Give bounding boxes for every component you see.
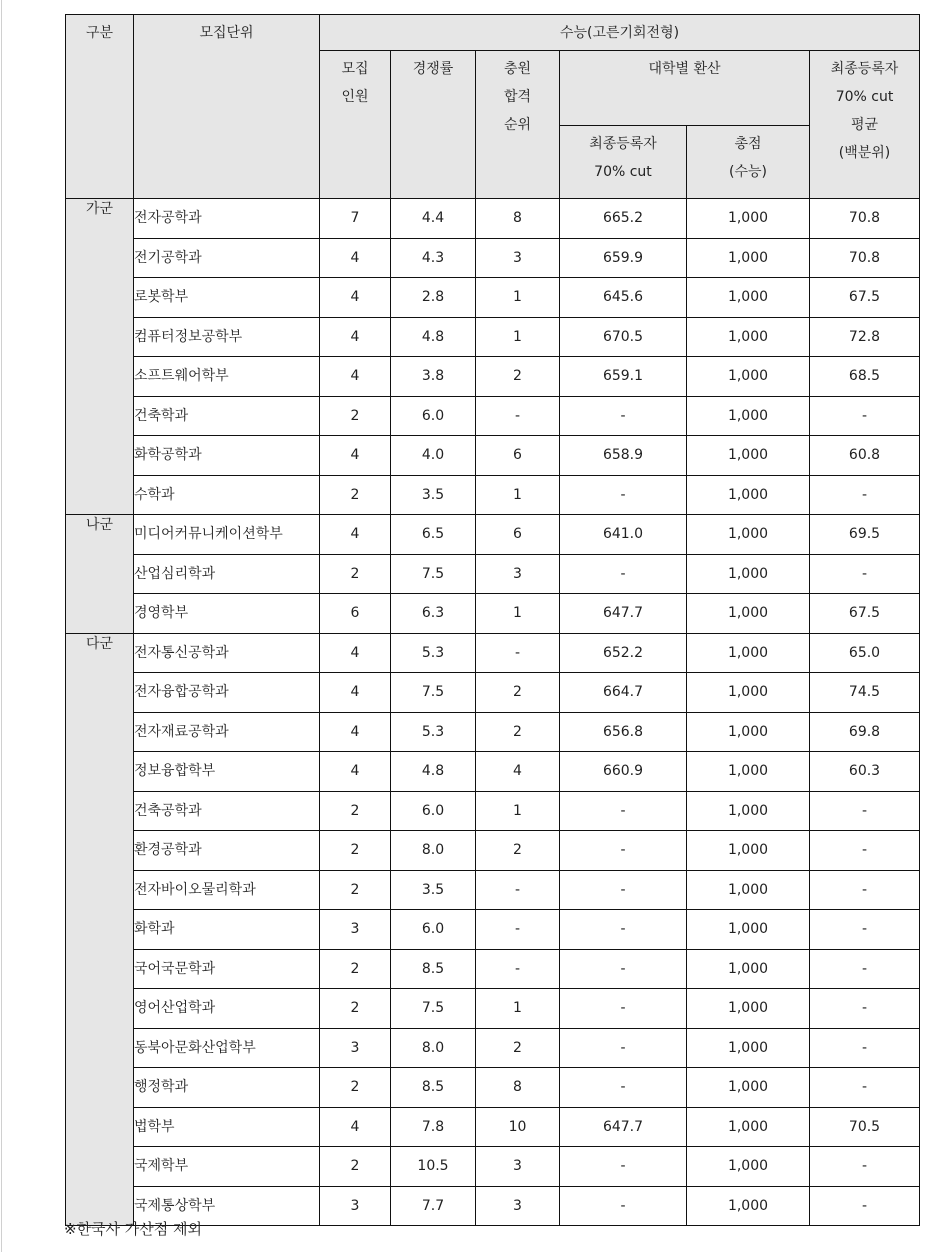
cut70-cell: -: [560, 791, 687, 831]
quota-cell: 2: [320, 949, 391, 989]
rank-cell: 1: [476, 594, 560, 634]
competition-cell: 6.0: [391, 791, 476, 831]
unit-name-cell: 화학과: [134, 910, 320, 950]
total-cell: 1,000: [687, 1186, 810, 1226]
competition-cell: 4.3: [391, 238, 476, 278]
total-cell: 1,000: [687, 712, 810, 752]
cut70-cell: -: [560, 949, 687, 989]
cut70-cell: -: [560, 554, 687, 594]
percentile-cell: 60.3: [810, 752, 920, 792]
table-row: [66, 199, 920, 239]
header-final-70cut: 최종등록자 70% cut: [560, 126, 687, 199]
unit-name-cell: 산업심리학과: [134, 554, 320, 594]
rank-cell: 1: [476, 475, 560, 515]
competition-cell: 8.5: [391, 1068, 476, 1108]
table-body: [66, 199, 920, 1226]
quota-cell: 2: [320, 870, 391, 910]
percentile-cell: 67.5: [810, 278, 920, 318]
percentile-cell: -: [810, 1028, 920, 1068]
total-cell: 1,000: [687, 910, 810, 950]
unit-name-cell: 화학공학과: [134, 436, 320, 476]
competition-cell: 4.8: [391, 317, 476, 357]
cut70-cell: -: [560, 1147, 687, 1187]
percentile-cell: -: [810, 1068, 920, 1108]
rank-cell: 3: [476, 1147, 560, 1187]
total-cell: 1,000: [687, 752, 810, 792]
rank-cell: 1: [476, 791, 560, 831]
table-row: [66, 752, 920, 792]
table-row: [66, 949, 920, 989]
quota-cell: 7: [320, 199, 391, 239]
header-total-score: 총점 (수능): [687, 126, 810, 199]
competition-cell: 8.0: [391, 831, 476, 871]
total-cell: 1,000: [687, 673, 810, 713]
rank-cell: 2: [476, 673, 560, 713]
table-row: [66, 515, 920, 555]
percentile-cell: 65.0: [810, 633, 920, 673]
table-row: [66, 475, 920, 515]
cut70-cell: -: [560, 1028, 687, 1068]
rank-cell: 2: [476, 357, 560, 397]
group-label: 다군: [66, 633, 134, 1226]
quota-cell: 2: [320, 831, 391, 871]
rank-cell: -: [476, 396, 560, 436]
quota-cell: 4: [320, 712, 391, 752]
table-row: [66, 396, 920, 436]
rank-cell: 4: [476, 752, 560, 792]
header-division: 구분: [66, 15, 134, 199]
table-row: [66, 554, 920, 594]
quota-cell: 3: [320, 1028, 391, 1068]
percentile-cell: 67.5: [810, 594, 920, 634]
competition-cell: 7.7: [391, 1186, 476, 1226]
competition-cell: 6.0: [391, 396, 476, 436]
total-cell: 1,000: [687, 238, 810, 278]
table-row: [66, 594, 920, 634]
quota-cell: 4: [320, 1107, 391, 1147]
unit-name-cell: 환경공학과: [134, 831, 320, 871]
unit-name-cell: 로봇학부: [134, 278, 320, 318]
competition-cell: 5.3: [391, 712, 476, 752]
rank-cell: 3: [476, 1186, 560, 1226]
unit-name-cell: 행정학과: [134, 1068, 320, 1108]
percentile-cell: -: [810, 831, 920, 871]
rank-cell: 1: [476, 989, 560, 1029]
cut70-cell: -: [560, 989, 687, 1029]
quota-cell: 4: [320, 278, 391, 318]
quota-cell: 6: [320, 594, 391, 634]
unit-name-cell: 전자재료공학과: [134, 712, 320, 752]
quota-cell: 4: [320, 633, 391, 673]
table-row: [66, 278, 920, 318]
unit-name-cell: 법학부: [134, 1107, 320, 1147]
percentile-cell: -: [810, 791, 920, 831]
unit-name-cell: 건축공학과: [134, 791, 320, 831]
cut70-cell: -: [560, 396, 687, 436]
rank-cell: -: [476, 910, 560, 950]
quota-cell: 2: [320, 554, 391, 594]
competition-cell: 2.8: [391, 278, 476, 318]
total-cell: 1,000: [687, 1107, 810, 1147]
percentile-cell: 72.8: [810, 317, 920, 357]
competition-cell: 6.3: [391, 594, 476, 634]
cut70-cell: -: [560, 1068, 687, 1108]
cut70-cell: -: [560, 1186, 687, 1226]
cut70-cell: 645.6: [560, 278, 687, 318]
cut70-cell: 641.0: [560, 515, 687, 555]
competition-cell: 7.5: [391, 673, 476, 713]
cut70-cell: 647.7: [560, 1107, 687, 1147]
quota-cell: 4: [320, 752, 391, 792]
table-header: [66, 15, 920, 199]
total-cell: 1,000: [687, 870, 810, 910]
total-cell: 1,000: [687, 317, 810, 357]
unit-name-cell: 동북아문화산업학부: [134, 1028, 320, 1068]
quota-cell: 3: [320, 1186, 391, 1226]
cut70-cell: 659.9: [560, 238, 687, 278]
competition-cell: 7.8: [391, 1107, 476, 1147]
competition-cell: 4.4: [391, 199, 476, 239]
quota-cell: 2: [320, 989, 391, 1029]
rank-cell: -: [476, 949, 560, 989]
total-cell: 1,000: [687, 594, 810, 634]
competition-cell: 3.5: [391, 475, 476, 515]
cut70-cell: -: [560, 870, 687, 910]
table-row: [66, 1028, 920, 1068]
rank-cell: 8: [476, 1068, 560, 1108]
unit-name-cell: 국어국문학과: [134, 949, 320, 989]
percentile-cell: 69.8: [810, 712, 920, 752]
competition-cell: 10.5: [391, 1147, 476, 1187]
table-row: [66, 910, 920, 950]
table-row: [66, 357, 920, 397]
rank-cell: 2: [476, 712, 560, 752]
percentile-cell: -: [810, 475, 920, 515]
competition-cell: 3.5: [391, 870, 476, 910]
percentile-cell: 60.8: [810, 436, 920, 476]
rank-cell: 8: [476, 199, 560, 239]
unit-name-cell: 소프트웨어학부: [134, 357, 320, 397]
quota-cell: 2: [320, 1147, 391, 1187]
cut70-cell: 664.7: [560, 673, 687, 713]
cut70-cell: 647.7: [560, 594, 687, 634]
table-row: [66, 238, 920, 278]
competition-cell: 4.0: [391, 436, 476, 476]
rank-cell: 10: [476, 1107, 560, 1147]
quota-cell: 4: [320, 317, 391, 357]
rank-cell: 1: [476, 278, 560, 318]
percentile-cell: -: [810, 910, 920, 950]
unit-name-cell: 수학과: [134, 475, 320, 515]
cut70-cell: -: [560, 910, 687, 950]
total-cell: 1,000: [687, 831, 810, 871]
total-cell: 1,000: [687, 475, 810, 515]
percentile-cell: -: [810, 949, 920, 989]
table-row: [66, 712, 920, 752]
group-label: 가군: [66, 199, 134, 515]
table-row: [66, 831, 920, 871]
rank-cell: 1: [476, 317, 560, 357]
total-cell: 1,000: [687, 989, 810, 1029]
cut70-cell: 660.9: [560, 752, 687, 792]
total-cell: 1,000: [687, 515, 810, 555]
header-unit: 모집단위: [134, 15, 320, 199]
total-cell: 1,000: [687, 278, 810, 318]
unit-name-cell: 전자융합공학과: [134, 673, 320, 713]
table-row: [66, 673, 920, 713]
unit-name-cell: 전자바이오물리학과: [134, 870, 320, 910]
total-cell: 1,000: [687, 633, 810, 673]
cut70-cell: -: [560, 475, 687, 515]
cut70-cell: -: [560, 831, 687, 871]
table-row: [66, 1147, 920, 1187]
unit-name-cell: 정보융합학부: [134, 752, 320, 792]
quota-cell: 4: [320, 436, 391, 476]
unit-name-cell: 국제학부: [134, 1147, 320, 1187]
total-cell: 1,000: [687, 1028, 810, 1068]
rank-cell: 3: [476, 238, 560, 278]
percentile-cell: -: [810, 396, 920, 436]
percentile-cell: 74.5: [810, 673, 920, 713]
table-row: [66, 1107, 920, 1147]
total-cell: 1,000: [687, 791, 810, 831]
percentile-cell: -: [810, 1147, 920, 1187]
competition-cell: 6.0: [391, 910, 476, 950]
total-cell: 1,000: [687, 554, 810, 594]
table-row: [66, 633, 920, 673]
rank-cell: -: [476, 633, 560, 673]
table-row: [66, 870, 920, 910]
header-waitlist-rank: 충원 합격 순위: [476, 51, 560, 199]
header-competition: 경쟁률: [391, 51, 476, 199]
unit-name-cell: 영어산업학과: [134, 989, 320, 1029]
quota-cell: 4: [320, 357, 391, 397]
competition-cell: 5.3: [391, 633, 476, 673]
percentile-cell: 68.5: [810, 357, 920, 397]
cut70-cell: 652.2: [560, 633, 687, 673]
cut70-cell: 658.9: [560, 436, 687, 476]
unit-name-cell: 건축학과: [134, 396, 320, 436]
total-cell: 1,000: [687, 396, 810, 436]
cut70-cell: 670.5: [560, 317, 687, 357]
percentile-cell: -: [810, 989, 920, 1029]
quota-cell: 4: [320, 515, 391, 555]
group-label: 나군: [66, 515, 134, 634]
table-row: [66, 791, 920, 831]
competition-cell: 8.5: [391, 949, 476, 989]
table-row: [66, 989, 920, 1029]
rank-cell: 2: [476, 1028, 560, 1068]
unit-name-cell: 국제통상학부: [134, 1186, 320, 1226]
quota-cell: 2: [320, 475, 391, 515]
header-final-avg-percentile: 최종등록자 70% cut 평균 (백분위): [810, 51, 920, 199]
page-left-rule: [1, 0, 2, 1252]
percentile-cell: -: [810, 1186, 920, 1226]
table-row: [66, 436, 920, 476]
table-row: [66, 317, 920, 357]
header-section-title: 수능(고른기회전형): [320, 15, 920, 51]
rank-cell: 6: [476, 515, 560, 555]
percentile-cell: 70.8: [810, 238, 920, 278]
quota-cell: 2: [320, 791, 391, 831]
quota-cell: 4: [320, 238, 391, 278]
competition-cell: 7.5: [391, 989, 476, 1029]
cut70-cell: 665.2: [560, 199, 687, 239]
quota-cell: 2: [320, 396, 391, 436]
unit-name-cell: 컴퓨터정보공학부: [134, 317, 320, 357]
cut70-cell: 656.8: [560, 712, 687, 752]
quota-cell: 2: [320, 1068, 391, 1108]
total-cell: 1,000: [687, 199, 810, 239]
percentile-cell: 70.8: [810, 199, 920, 239]
unit-name-cell: 미디어커뮤니케이션학부: [134, 515, 320, 555]
competition-cell: 6.5: [391, 515, 476, 555]
total-cell: 1,000: [687, 357, 810, 397]
percentile-cell: -: [810, 554, 920, 594]
rank-cell: 3: [476, 554, 560, 594]
percentile-cell: 70.5: [810, 1107, 920, 1147]
percentile-cell: -: [810, 870, 920, 910]
unit-name-cell: 전자통신공학과: [134, 633, 320, 673]
total-cell: 1,000: [687, 436, 810, 476]
rank-cell: -: [476, 870, 560, 910]
rank-cell: 6: [476, 436, 560, 476]
unit-name-cell: 전자공학과: [134, 199, 320, 239]
competition-cell: 4.8: [391, 752, 476, 792]
table-row: [66, 1068, 920, 1108]
percentile-cell: 69.5: [810, 515, 920, 555]
total-cell: 1,000: [687, 949, 810, 989]
competition-cell: 8.0: [391, 1028, 476, 1068]
total-cell: 1,000: [687, 1147, 810, 1187]
unit-name-cell: 경영학부: [134, 594, 320, 634]
footnote: ※한국사 가산점 제외: [64, 1220, 203, 1238]
total-cell: 1,000: [687, 1068, 810, 1108]
rank-cell: 2: [476, 831, 560, 871]
cut70-cell: 659.1: [560, 357, 687, 397]
quota-cell: 3: [320, 910, 391, 950]
admissions-results-table: [65, 14, 920, 1226]
header-univ-conversion: 대학별 환산: [560, 51, 810, 126]
competition-cell: 7.5: [391, 554, 476, 594]
header-quota: 모집 인원: [320, 51, 391, 199]
quota-cell: 4: [320, 673, 391, 713]
competition-cell: 3.8: [391, 357, 476, 397]
unit-name-cell: 전기공학과: [134, 238, 320, 278]
